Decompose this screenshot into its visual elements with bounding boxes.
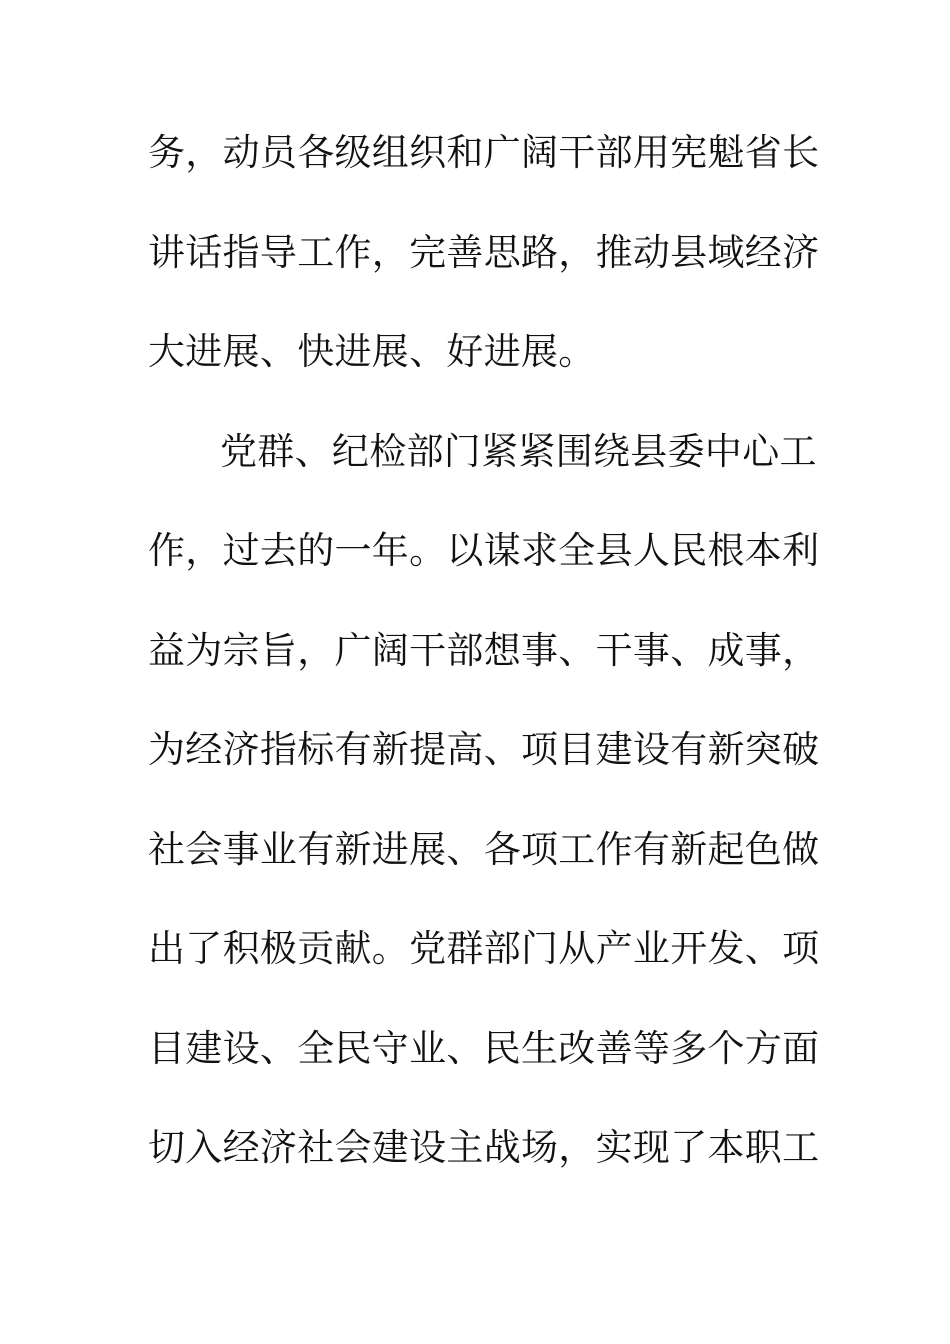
text-line: 务，动员各级组织和广阔干部用宪魁省长 xyxy=(148,131,820,174)
text-line: 为经济指标有新提高、项目建设有新突破 xyxy=(148,728,820,771)
text-line: 作，过去的一年。以谋求全县人民根本利 xyxy=(148,529,820,572)
paragraph-start-line: 党群、纪检部门紧紧围绕县委中心工 xyxy=(220,429,817,473)
text-line: 讲话指导工作，完善思路，推动县域经济 xyxy=(148,230,820,274)
text-line: 切入经济社会建设主战场，实现了本职工 xyxy=(148,1126,820,1169)
text-line: 出了积极贡献。党群部门从产业开发、项 xyxy=(148,927,820,970)
text-line: 社会事业有新进展、各项工作有新起色做 xyxy=(148,827,820,871)
body-text xyxy=(148,125,820,1220)
text-line: 目建设、全民守业、民生改善等多个方面 xyxy=(148,1026,820,1070)
text-line: 益为宗旨，广阔干部想事、干事、成事， xyxy=(148,628,820,672)
text-line: 大进展、快进展、好进展。 xyxy=(148,330,596,373)
